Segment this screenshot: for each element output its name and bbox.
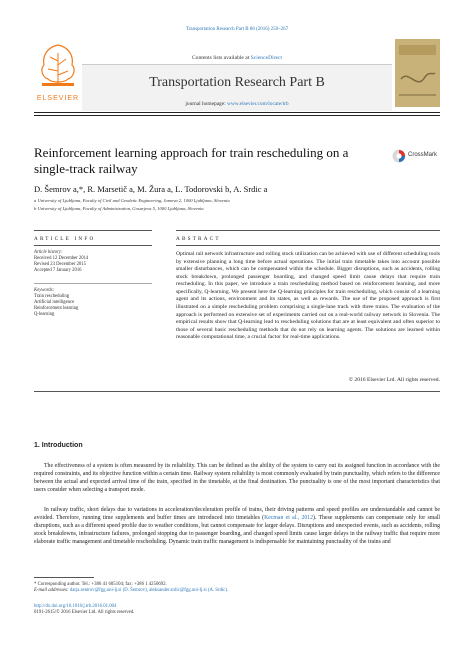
doi-link[interactable]: http://dx.doi.org/10.1016/j.trb.2016.01.004 bbox=[34, 604, 117, 609]
abstract-heading: ABSTRACT bbox=[176, 236, 221, 242]
homepage-link[interactable]: www.elsevier.com/locate/trb bbox=[227, 101, 289, 107]
intro-paragraph-2 bbox=[34, 506, 440, 546]
citation-link[interactable]: Kecman et al., 2012 bbox=[264, 515, 314, 522]
sciencedirect-link[interactable]: ScienceDirect bbox=[250, 55, 283, 61]
abstract-rule-2 bbox=[176, 245, 440, 246]
footnote-rule bbox=[34, 577, 94, 578]
corresponding-author-note: * Corresponding author. Tel.: +386 41 605104; fax: +386 1 4250692. bbox=[34, 582, 167, 587]
keyword-item: Artificial intelligence bbox=[34, 300, 75, 305]
para2-end: ). These supplements can compensate only for small disruptions, such as a different speed profile due to weather conditions, but cannot compensate for larger delays. Disruptions and unexpected events, such as accidents, rolling stock breakdowns, infrastructure failures, prolonged stopping due to passenger boarding, and changed speed limits cause larger delays in the railway traffic that require more elaborate traffic management and timetable rescheduling. Dynamic train traffic management is indispensable for maintaining punctuality of the trains and bbox=[34, 515, 441, 546]
elsevier-wordmark: ELSEVIER bbox=[36, 95, 80, 102]
keywords-block bbox=[34, 288, 164, 318]
abstract-rule bbox=[176, 230, 440, 231]
article-info-heading: ARTICLE INFO bbox=[34, 236, 96, 242]
affiliation-a: a University of Ljubljana, Faculty of Civil and Geodetic Engineering, Jamova 2, 1000 Ljubljana, Slovenia bbox=[34, 198, 230, 203]
contents-prefix: Contents lists available at bbox=[191, 55, 251, 61]
footnote-block bbox=[34, 582, 440, 595]
journal-cover-art bbox=[395, 39, 440, 107]
journal-cover-image bbox=[395, 39, 440, 107]
article-info-rule-2 bbox=[34, 245, 152, 246]
article-title: Reinforcement learning approach for train rescheduling on a single-track railway bbox=[34, 145, 349, 176]
history-received: Received 12 December 2014 bbox=[34, 256, 89, 261]
history-revised: Revised 23 December 2015 bbox=[34, 262, 86, 267]
author-list: D. Šemrov a,*, R. Marsetič a, M. Žura a, L. Todorovski b, A. Srdic a bbox=[34, 184, 268, 194]
header-rule-top bbox=[34, 112, 440, 113]
email-line bbox=[34, 588, 440, 594]
journal-homepage bbox=[82, 101, 392, 107]
crossmark-icon bbox=[392, 149, 406, 163]
journal-title: Transportation Research Part B bbox=[149, 75, 325, 90]
email-links[interactable]: darja.semrov@fgg.uni-lj.si (D. Šemrov), aleksander.srdic@fgg.uni-lj.si (A. Srdic). bbox=[69, 588, 229, 594]
article-info-rule bbox=[34, 230, 152, 231]
abstract-bottom-rule bbox=[34, 391, 440, 392]
section-heading-introduction: 1. Introduction bbox=[34, 442, 83, 449]
homepage-prefix: journal homepage: bbox=[185, 101, 227, 107]
header-rule-bottom bbox=[34, 115, 440, 116]
issn-line: 0191-2615/© 2016 Elsevier Ltd. All rights reserved. bbox=[34, 610, 135, 616]
running-head[interactable]: Transportation Research Part B 86 (2016) 250–267 bbox=[185, 27, 289, 32]
crossmark-badge[interactable] bbox=[392, 149, 440, 163]
crossmark-label: CrossMark bbox=[408, 152, 438, 158]
para2-start: In railway traffic, short delays due to variations in acceleration/deceleration profile of trains, their driving patterns and speed profiles are understandable and cannot be avoided. Therefore, running time supplements and buffer times are introduced into timetables ( bbox=[34, 507, 440, 522]
elsevier-logo bbox=[34, 39, 82, 105]
keyword-item: Reinforcement learning bbox=[34, 306, 79, 311]
history-accepted: Accepted 7 January 2016 bbox=[34, 268, 82, 273]
intro-paragraph-1: The effectiveness of a system is often measured by its reliability. This can be defined as the ability of the system to carry out its assigned function in accordance with the required constraints, and its objective function within a certain time. Railway system reliability is most commonly evaluated by train punctuality, which refers to the difference between the actual and expected arrival time of the train, specified in the timetable, at the final destination. The punctuality is one of the most important characteristics that users consider when selecting a transport mode. bbox=[34, 463, 440, 494]
keyword-item: Train rescheduling bbox=[34, 294, 70, 299]
email-prefix: E-mail addresses: bbox=[34, 588, 70, 594]
article-history bbox=[34, 250, 164, 274]
history-label: Article history: bbox=[34, 250, 63, 255]
abstract-copyright: © 2016 Elsevier Ltd. All rights reserved. bbox=[348, 377, 440, 383]
keywords-label: Keywords: bbox=[34, 288, 55, 293]
affiliation-b: b University of Ljubljana, Faculty of Administration, Gosarjeva 5, 1000 Ljubljana, Slovenia bbox=[34, 206, 204, 211]
keywords-rule bbox=[34, 283, 152, 284]
abstract-body: Optimal rail network infrastructure and rolling stock utilization can be achieved with use of different scheduling tools by extensive planning a long time before actual operations. The initial train timetable takes into account possible smaller disturbances, which can be compensated within the schedule. Bigger disruptions, such as accidents, rolling stock breakdown, prolonged passenger boarding, and changed speed limit cause delays that require train rescheduling. In this paper, we introduce a train rescheduling method based on reinforcement learning, and more specifically, Q-learning. We present here the Q-learning principles for train rescheduling, which consist of a learning agent and its actions, environment and its states, as well as rewards. The use of the proposed approach is first illustrated on a simple rescheduling problem comprising a single-lane track with three trains. The evaluation of the approach is performed on extensive set of experiments carried out on a real-world railway network in Slovenia. The empirical results show that Q-learning lead to rescheduling solutions that are at least equivalent and often superior to those of several basic rescheduling methods that do not rely on learning agents. The solutions are learned within reasonable computational time, a crucial factor for real-time applications. bbox=[176, 251, 440, 341]
doi-block bbox=[34, 604, 440, 617]
keyword-item: Q-learning bbox=[34, 312, 55, 317]
